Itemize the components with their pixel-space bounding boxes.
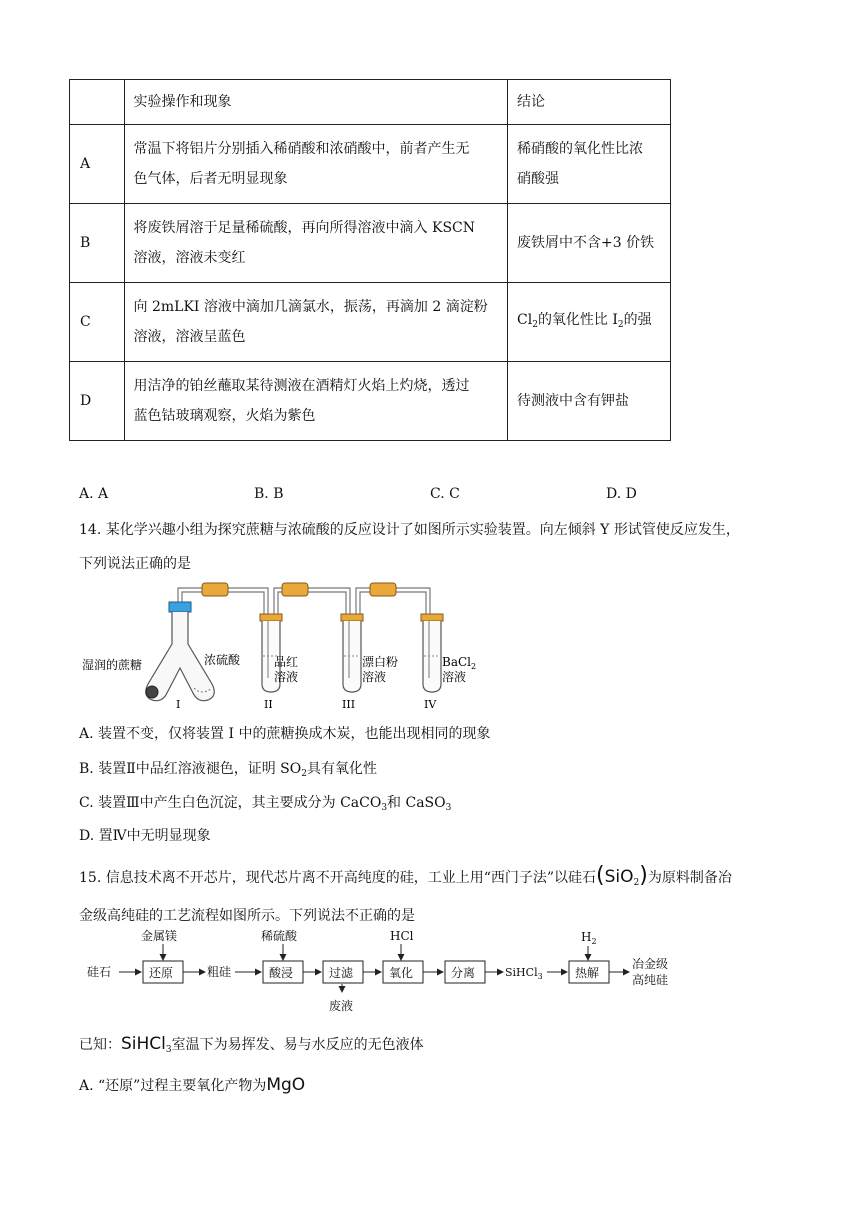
q15-stem-line2: 金级高纯硅的工艺流程如图所示。下列说法不正确的是 xyxy=(79,908,415,924)
header-operation: 实验操作和现象 xyxy=(124,80,507,125)
flow-input-h2: $H_2$ xyxy=(581,930,597,946)
label-tube2-line1: 品红 xyxy=(274,655,299,669)
flow-box-leach: 酸浸 xyxy=(269,966,294,980)
table-header-row xyxy=(70,80,671,125)
row-operation xyxy=(124,204,507,283)
flow-output-waste: 废液 xyxy=(329,999,354,1013)
row-label: B xyxy=(70,204,125,283)
blue-stopper xyxy=(169,602,191,612)
label-device-2: II xyxy=(264,698,273,711)
conclusion-line: 废铁屑中不含+3 价铁 xyxy=(517,235,655,251)
row-operation xyxy=(124,362,507,441)
rubber-connector xyxy=(370,583,396,596)
row-operation xyxy=(124,125,507,204)
flow-start: 硅石 xyxy=(87,965,112,979)
flow-box-separate: 分离 xyxy=(451,966,476,980)
label-tube4-line2: 溶液 xyxy=(442,670,467,684)
table-row xyxy=(70,204,671,283)
q14-apparatus-figure xyxy=(70,574,490,714)
y-shaped-tube xyxy=(146,602,215,701)
row-label: C xyxy=(70,283,125,362)
flow-box-oxidize: 氧化 xyxy=(389,966,414,980)
flow-box-pyrolysis: 热解 xyxy=(575,966,600,980)
operation-line: 向 2mLKI 溶液中滴加几滴氯水，振荡，再滴加 2 滴淀粉 xyxy=(133,299,488,315)
conclusion-line: 稀硝酸的氧化性比浓 xyxy=(517,141,643,157)
table-row xyxy=(70,283,671,362)
operation-line: 用洁净的铂丝蘸取某待测液在酒精灯火焰上灼烧，透过 xyxy=(133,378,470,394)
row-conclusion xyxy=(508,204,671,283)
label-device-4: IV xyxy=(424,698,437,711)
conclusion-line: 待测液中含有钾盐 xyxy=(517,393,629,409)
label-conc-acid: 浓硫酸 xyxy=(204,653,241,667)
label-tube3-line2: 溶液 xyxy=(362,670,387,684)
row-label: D xyxy=(70,362,125,441)
q15-option-a[interactable]: A. “还原”过程主要氧化产物为MgO xyxy=(79,1075,306,1095)
operation-line: 溶液，溶液未变红 xyxy=(133,250,246,266)
row-conclusion xyxy=(508,125,671,204)
q13-option-a[interactable]: A. A xyxy=(79,486,109,502)
q13-option-b[interactable]: B. B xyxy=(254,486,284,502)
q15-known: 已知：SiHCl$_3$室温下为易挥发、易与水反应的无色液体 xyxy=(79,1034,424,1055)
flow-input-acid: 稀硫酸 xyxy=(261,929,298,943)
operation-line: 常温下将铝片分别插入稀硝酸和浓硝酸中，前者产生无 xyxy=(133,141,470,157)
row-operation xyxy=(124,283,507,362)
q14-stem-line2: 下列说法正确的是 xyxy=(79,556,191,572)
operation-line: 色气体，后者无明显现象 xyxy=(133,171,288,187)
flow-arrows xyxy=(119,944,629,992)
flow-box-filter: 过滤 xyxy=(329,966,354,980)
flow-sihcl3: SiHCl$_3$ xyxy=(505,966,543,981)
q15-stem-line1: 15. 信息技术离不开芯片，现代芯片离不开高纯度的硅，工业上用“西门子法”以硅石(SiO$_2$)为原料制备冶 xyxy=(79,863,732,888)
operation-line: 溶液，溶液呈蓝色 xyxy=(133,329,246,345)
experiment-table xyxy=(69,79,671,441)
table-row xyxy=(70,125,671,204)
operation-line: 将废铁屑溶于足量稀硫酸，再向所得溶液中滴入 KSCN xyxy=(133,220,475,236)
row-conclusion xyxy=(508,283,671,362)
test-tube-iii xyxy=(341,614,363,692)
q13-option-c[interactable]: C. C xyxy=(430,486,460,502)
q15-process-flow xyxy=(85,928,685,1016)
q14-option-a[interactable]: A. 装置不变，仅将装置 I 中的蔗糖换成木炭，也能出现相同的现象 xyxy=(79,726,491,742)
test-tube-iv xyxy=(421,614,443,692)
row-label: A xyxy=(70,125,125,204)
operation-line: 蓝色钴玻璃观察，火焰为紫色 xyxy=(133,408,316,424)
flow-box-reduce: 还原 xyxy=(149,966,174,980)
label-device-1: I xyxy=(176,698,181,711)
label-device-3: III xyxy=(342,698,356,711)
header-label-cell xyxy=(70,80,125,125)
conclusion-line: $Cl_2$的氧化性比 $I_2$的强 xyxy=(517,311,652,330)
conclusion-line: 硝酸强 xyxy=(517,171,559,187)
flow-input-hcl: HCl xyxy=(390,929,414,943)
label-wet-sugar: 湿润的蔗糖 xyxy=(82,658,143,672)
rubber-connector xyxy=(282,583,308,596)
q14-option-d[interactable]: D. 置Ⅳ中无明显现象 xyxy=(79,828,211,844)
q14-option-c[interactable]: C. 装置Ⅲ中产生白色沉淀，其主要成分为 CaCO$_3$和 CaSO$_3$ xyxy=(79,795,452,813)
q13-option-d[interactable]: D. D xyxy=(606,486,637,502)
flow-input-mg: 金属镁 xyxy=(141,929,178,943)
flow-crude-si: 粗硅 xyxy=(207,965,232,979)
label-tube3-line1: 漂白粉 xyxy=(362,655,399,669)
q14-option-b[interactable]: B. 装置Ⅱ中品红溶液褪色，证明 $SO_2$具有氧化性 xyxy=(79,761,377,779)
flow-end-line1: 冶金级 xyxy=(632,957,669,971)
q14-stem-line1: 14. 某化学兴趣小组为探究蔗糖与浓硫酸的反应设计了如图所示实验装置。向左倾斜 Y 形试管使反应发生， xyxy=(79,522,740,538)
row-conclusion xyxy=(508,362,671,441)
header-conclusion: 结论 xyxy=(508,80,671,125)
rubber-connector xyxy=(202,583,228,596)
label-tube2-line2: 溶液 xyxy=(274,670,299,684)
flow-end-line2: 高纯硅 xyxy=(632,973,669,987)
table-row xyxy=(70,362,671,441)
label-tube4-line1: BaCl$_2$ xyxy=(442,655,477,671)
